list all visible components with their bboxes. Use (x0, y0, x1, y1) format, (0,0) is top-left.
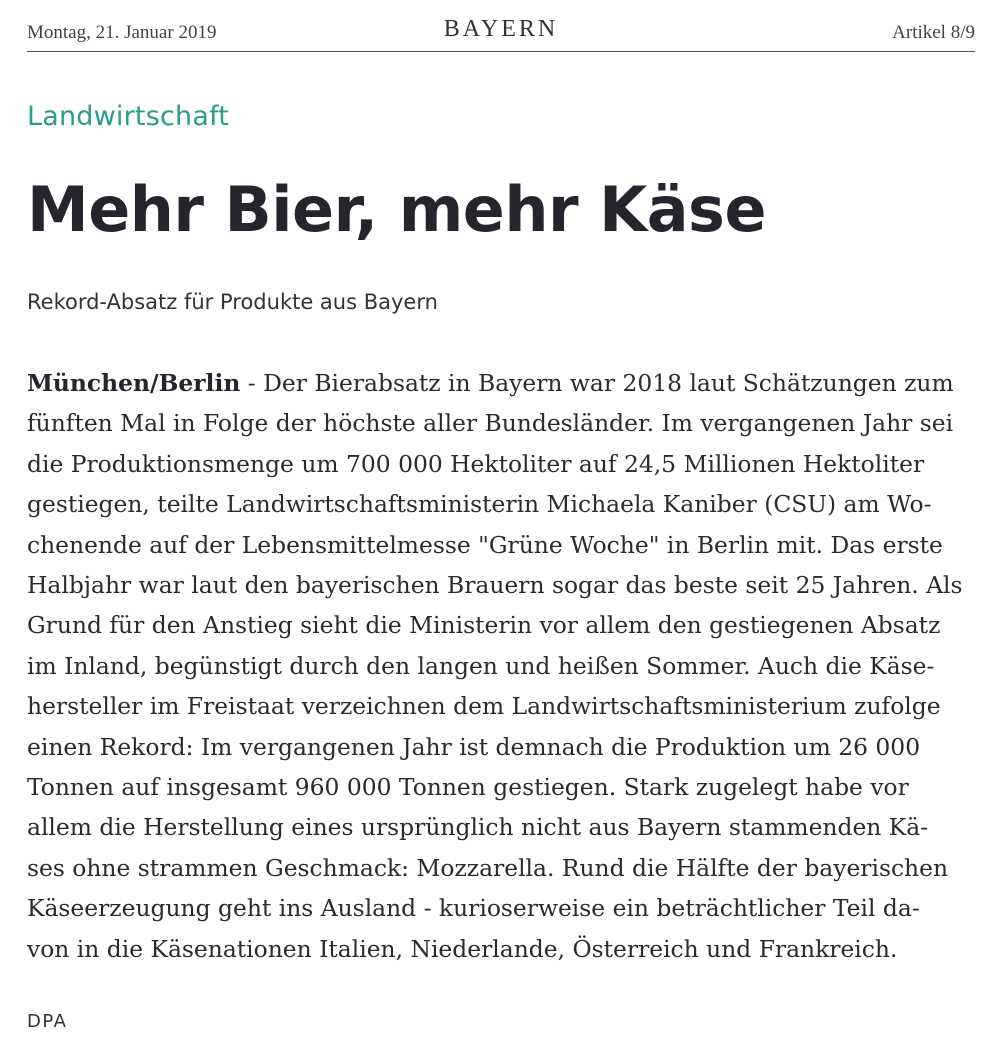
article-kicker: Landwirtschaft (27, 101, 230, 132)
body-line: fünften Mal in Folge der höchste aller Bundesländer. Im vergangenen Jahr sei (27, 409, 954, 438)
body-line: hersteller im Freistaat verzeichnen dem Landwirtschaftsministerium zufolge (27, 692, 941, 721)
article-dateline: München/Berlin (27, 369, 241, 397)
body-line: von in die Käsenationen Italien, Niederlande, Österreich und Frankreich. (27, 934, 898, 963)
section-name: BAYERN (443, 16, 559, 42)
body-line: Halbjahr war laut den bayerischen Brauern sogar das beste seit 25 Jahren. Als (27, 571, 963, 600)
body-line: allem die Herstellung eines ursprünglich nicht aus Bayern stammenden Kä- (27, 813, 929, 842)
body-line-text: - Der Bierabsatz in Bayern war 2018 laut Schätzungen zum (240, 369, 954, 397)
body-line: im Inland, begünstigt durch den langen und heißen Sommer. Auch die Käse- (27, 651, 935, 680)
article-counter: Artikel 8/9 (892, 22, 975, 43)
article-page (27, 0, 975, 1032)
body-line: ses ohne strammen Geschmack: Mozzarella. Rund die Hälfte der bayerischen (27, 853, 949, 882)
article-title: Mehr Bier, mehr Käse (27, 173, 766, 246)
body-line: chenende auf der Lebensmittelmesse "Grüne Woche" in Berlin mit. Das erste (27, 530, 943, 559)
body-line: die Produktionsmenge um 700 000 Hektoliter auf 24,5 Millionen Hektoliter (27, 449, 925, 478)
body-line: Grund für den Anstieg sieht die Ministerin vor allem den gestiegenen Absatz (27, 611, 941, 640)
body-line (27, 363, 975, 403)
article-source: DPA (27, 1011, 68, 1032)
article-subtitle: Rekord-Absatz für Produkte aus Bayern (27, 290, 438, 314)
body-line: einen Rekord: Im vergangenen Jahr ist demnach die Produktion um 26 000 (27, 732, 921, 761)
body-line: Käseerzeugung geht ins Ausland - kurioserweise ein beträchtlicher Teil da- (27, 894, 920, 923)
body-line: Tonnen auf insgesamt 960 000 Tonnen gestiegen. Stark zugelegt habe vor (27, 773, 909, 802)
body-line: gestiegen, teilte Landwirtschaftsministerin Michaela Kaniber (CSU) am Wo- (27, 490, 932, 519)
article-body (27, 363, 975, 969)
issue-date: Montag, 21. Januar 2019 (27, 22, 217, 43)
page-header (27, 0, 975, 52)
